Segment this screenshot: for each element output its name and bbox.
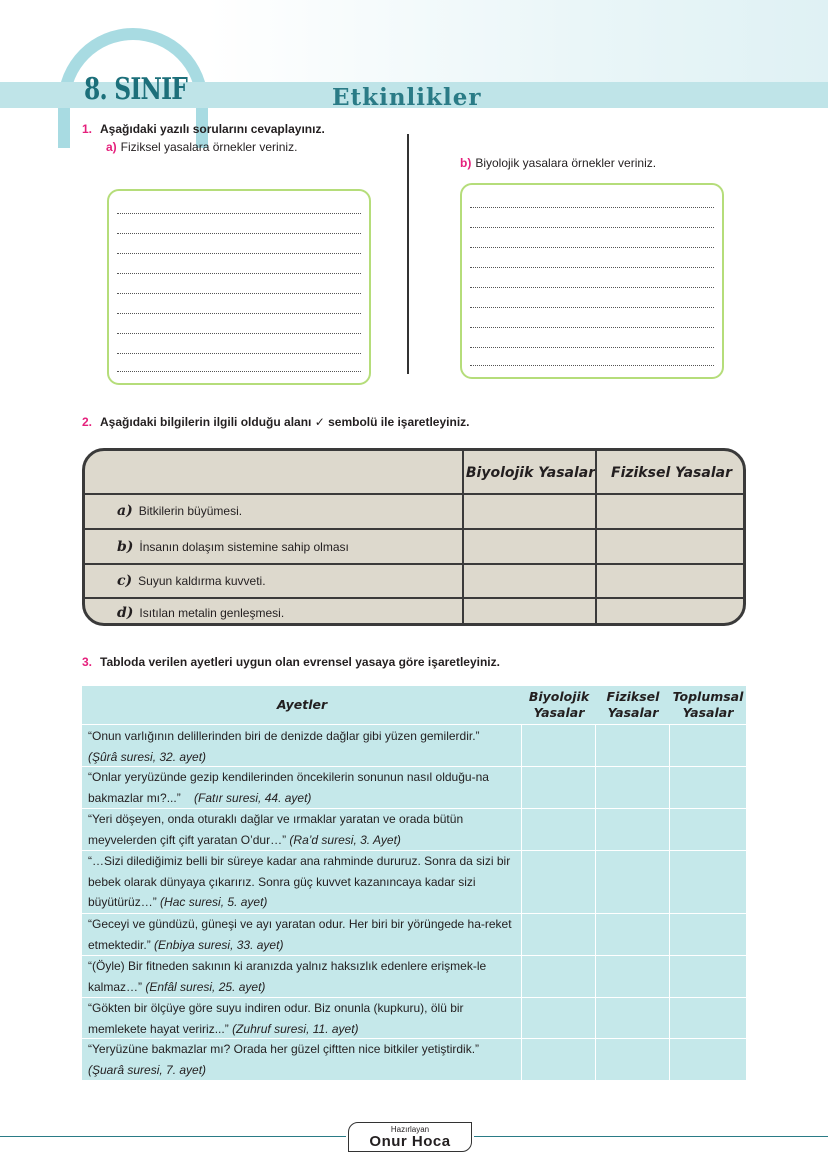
header-line: Yasalar xyxy=(682,705,734,720)
check-cell[interactable] xyxy=(464,599,597,626)
grid-line xyxy=(85,597,743,599)
answer-line xyxy=(470,287,714,288)
question-1 xyxy=(82,122,325,136)
verse-ref: (Zuhruf suresi, 11. ayet) xyxy=(232,1021,359,1036)
table2-row-d xyxy=(85,599,464,626)
question-3 xyxy=(82,655,500,669)
verse-text: “Gökten bir ölçüye göre suyu indiren odur. Biz onunla (kupkuru), ölü bir memlekete hayat veririz...” xyxy=(88,1001,464,1036)
verse-row xyxy=(88,998,520,1039)
verse-text: “Yeryüzüne bakmazlar mı? Orada her güzel çiftten nice bitkiler yetiştirdik.” xyxy=(88,1042,480,1056)
answer-line xyxy=(470,307,714,308)
answer-line xyxy=(470,267,714,268)
verse-text: “Onlar yeryüzünde gezip kendilerinden öncekilerin sonunun nasıl olduğu-na bakmazlar mı?...” xyxy=(88,770,489,805)
check-cell[interactable] xyxy=(597,494,746,528)
verse-ref: (Ra’d suresi, 3. Ayet) xyxy=(289,832,401,847)
row-letter: d) xyxy=(117,605,134,621)
answer-line xyxy=(117,313,361,314)
table3-header-social xyxy=(670,686,746,724)
row-text: Bitkilerin büyümesi. xyxy=(138,504,243,518)
question-3-number: 3. xyxy=(82,655,93,669)
table2-row-b xyxy=(85,530,464,563)
question-1a xyxy=(106,140,297,154)
grid-line xyxy=(85,493,743,495)
answer-line xyxy=(117,273,361,274)
answer-line xyxy=(470,347,714,348)
answer-line xyxy=(470,327,714,328)
answer-line xyxy=(117,293,361,294)
header-line: Biyolojik xyxy=(528,689,590,704)
verses-table xyxy=(82,686,746,1080)
answer-line xyxy=(117,233,361,234)
grade-label: 8. SINIF xyxy=(84,72,188,107)
verse-text: “Onun varlığının delillerinden biri de denizde dağlar gibi yüzen gemilerdir.” xyxy=(88,729,480,743)
verse-text: “…Sizi dilediğimiz belli bir süreye kadar ana rahminde dururuz. Sonra da sizi bir bebek olarak dünyaya çıkarırız. Sonra güç kuvvet kazanıncaya kadar sizi büyütürüz…” xyxy=(88,854,511,909)
grid-line xyxy=(521,724,522,1080)
question-1b xyxy=(460,156,656,170)
author-name: Onur Hoca xyxy=(369,1133,451,1150)
column-divider xyxy=(407,134,409,374)
row-letter: a) xyxy=(117,503,133,519)
grid-line xyxy=(669,724,670,1080)
classification-table xyxy=(82,448,746,626)
check-cell[interactable] xyxy=(464,565,597,597)
grid-line xyxy=(85,563,743,565)
verse-ref: (Şuarâ suresi, 7. ayet) xyxy=(88,1062,207,1077)
verse-ref: (Şûrâ suresi, 32. ayet) xyxy=(88,749,207,764)
answer-line xyxy=(117,333,361,334)
answer-box-b[interactable] xyxy=(460,183,724,379)
question-1a-text: Fiziksel yasalara örnekler veriniz. xyxy=(120,140,298,154)
verse-text: “Geceyi ve gündüzü, güneşi ve ayı yaratan odur. Her biri bir yörüngede ha-reket etmektedir.” xyxy=(88,917,512,952)
question-1-text: Aşağıdaki yazılı sorularını cevaplayınız. xyxy=(100,122,325,136)
grid-line xyxy=(85,528,743,530)
verse-ref: (Enfâl suresi, 25. ayet) xyxy=(145,979,266,994)
grid-line xyxy=(82,724,746,725)
check-cell[interactable] xyxy=(597,565,746,597)
verse-row xyxy=(88,1039,520,1080)
verse-row xyxy=(88,809,520,850)
verse-text: “Yeri döşeyen, onda oturaklı dağlar ve ırmaklar yaratan ve orada bütün meyvelerden çift çift yaratan O’dur…” xyxy=(88,812,464,847)
check-cell[interactable] xyxy=(597,599,746,626)
verse-row xyxy=(88,914,520,955)
verse-text: “(Öyle) Bir fitneden sakının ki aranızda yalnız haksızlık edenlere erişmek-le kalmaz…” xyxy=(88,959,487,994)
verse-row xyxy=(88,851,520,913)
table2-header-biological: Biyolojik Yasalar xyxy=(465,464,596,481)
question-1a-letter: a) xyxy=(106,140,117,154)
verse-ref: (Fatır suresi, 44. ayet) xyxy=(194,790,312,805)
table2-row-c xyxy=(85,565,464,597)
row-text: Isıtılan metalin genleşmesi. xyxy=(139,606,285,620)
header-line: Fiziksel xyxy=(606,689,660,704)
verse-row xyxy=(88,767,520,808)
verse-ref: (Hac suresi, 5. ayet) xyxy=(160,895,268,909)
question-1b-letter: b) xyxy=(460,156,472,170)
row-text: İnsanın dolaşım sistemine sahip olması xyxy=(139,539,349,554)
table2-row-a xyxy=(85,494,464,528)
check-cell[interactable] xyxy=(597,530,746,563)
answer-line xyxy=(470,365,714,366)
grid-line xyxy=(82,955,746,956)
prepared-by-label: Hazırlayan xyxy=(390,1125,430,1134)
grid-line xyxy=(82,1038,746,1039)
header-line: Toplumsal xyxy=(672,689,744,704)
table3-header-physical xyxy=(596,686,670,724)
grid-line xyxy=(82,850,746,851)
answer-line xyxy=(470,207,714,208)
header-line: Yasalar xyxy=(533,705,585,720)
answer-line xyxy=(470,227,714,228)
row-letter: b) xyxy=(117,538,134,555)
answer-line xyxy=(117,371,361,372)
question-1-number: 1. xyxy=(82,122,93,136)
question-1b-text: Biyolojik yasalara örnekler veriniz. xyxy=(475,156,657,170)
grid-line xyxy=(595,724,596,1080)
table2-header-physical: Fiziksel Yasalar xyxy=(611,464,732,481)
footer-line-left xyxy=(0,1136,346,1137)
table3-header-ayetler: Ayetler xyxy=(276,697,328,712)
row-text: Suyun kaldırma kuvveti. xyxy=(138,574,266,588)
check-cell[interactable] xyxy=(464,494,597,528)
question-3-text: Tabloda verilen ayetleri uygun olan evrensel yasaya göre işaretleyiniz. xyxy=(100,655,500,669)
author-badge xyxy=(348,1122,472,1152)
question-2-number: 2. xyxy=(82,415,93,429)
footer-line-right xyxy=(474,1136,828,1137)
grid-line xyxy=(82,766,746,767)
table3-header-biological xyxy=(522,686,596,724)
verse-ref: (Enbiya suresi, 33. ayet) xyxy=(154,937,284,952)
grid-line xyxy=(82,913,746,914)
answer-box-a[interactable] xyxy=(107,189,371,385)
answer-line xyxy=(470,247,714,248)
grid-line xyxy=(82,808,746,809)
question-2-text: Aşağıdaki bilgilerin ilgili olduğu alanı ✓ sembolü ile işaretleyiniz. xyxy=(100,415,470,429)
row-letter: c) xyxy=(117,573,133,589)
check-cell[interactable] xyxy=(464,530,597,563)
header-line: Yasalar xyxy=(607,705,659,720)
answer-line xyxy=(117,353,361,354)
answer-line xyxy=(117,213,361,214)
page-title: Etkinlikler xyxy=(332,84,482,111)
question-2 xyxy=(82,415,469,429)
answer-line xyxy=(117,253,361,254)
verse-row xyxy=(88,956,520,997)
grid-line xyxy=(82,997,746,998)
verse-row xyxy=(88,726,520,767)
